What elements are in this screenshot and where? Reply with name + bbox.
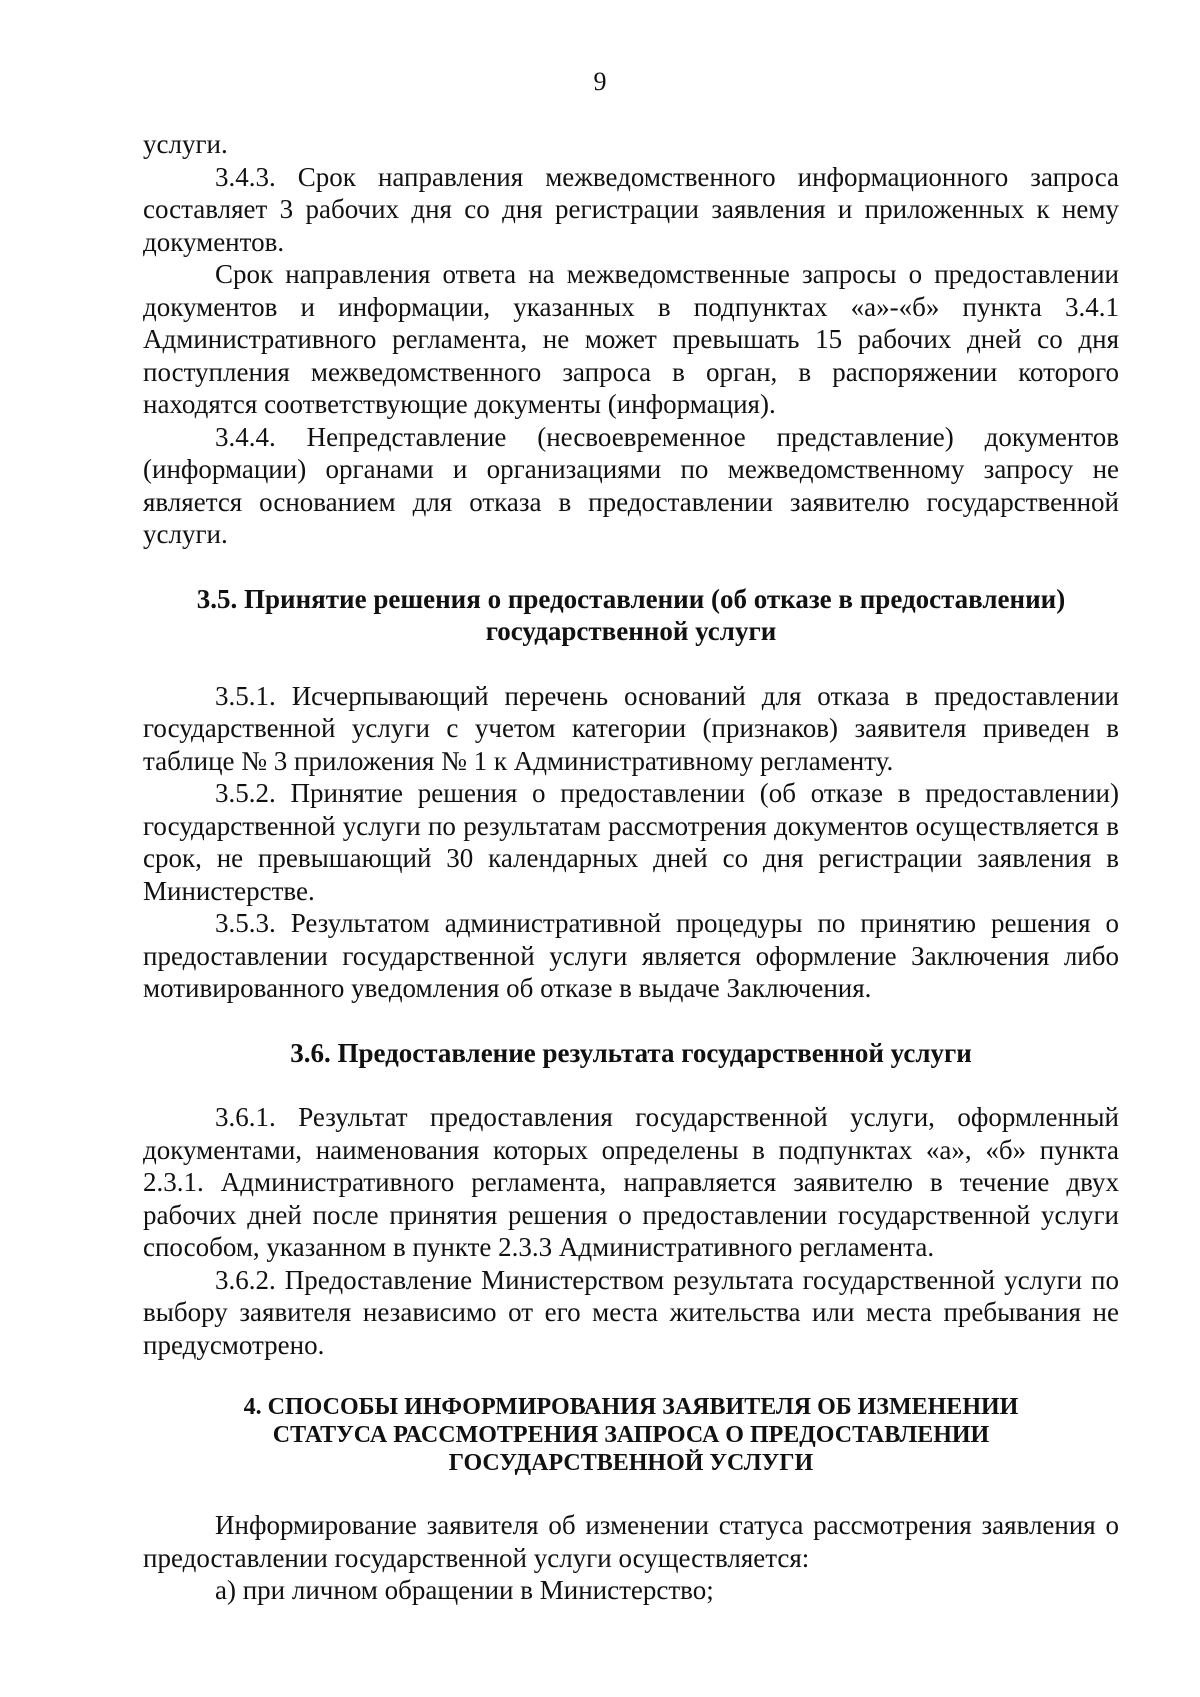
section-heading-4: 4. СПОСОБЫ ИНФОРМИРОВАНИЯ ЗАЯВИТЕЛЯ ОБ ИЗМЕНЕНИИ СТАТУСА РАССМОТРЕНИЯ ЗАПРОСА О ПРЕДОСТАВЛЕНИИ ГОСУДАРСТВЕННОЙ УСЛУГИ [243,1394,1019,1476]
paragraph-informing: Информирование заявителя об изменении статуса рассмотрения заявления о предоставлении государственной услуги осуществляется: [143,1510,1119,1573]
paragraph-3-6-1: 3.6.1. Результат предоставления государственной услуги, оформленный документами, наименования которых определены в подпунктах «а», «б» пункта 2.3.1. Административного регламента, направляется заявителю в течение двух рабочих дней после принятия решения о предоставлении государственной услуги способом, указанном в пункте 2.3.3 Административного регламента. [143,1102,1119,1262]
paragraph-list-item-a: а) при личном обращении в Министерство; [215,1575,714,1605]
section-heading-3-6: 3.6. Предоставление результата государственной услуги [290,1037,972,1068]
document-body [143,128,1119,1607]
paragraph: услуги. [143,129,228,159]
paragraph-3-6-2: 3.6.2. Предоставление Министерством результата государственной услуги по выбору заявителя независимо от его места жительства или места пребывания не предусмотрено. [143,1264,1119,1360]
paragraph-3-5-2: 3.5.2. Принятие решения о предоставлении (об отказе в предоставлении) государственной услуги по результатам рассмотрения документов осуществляется в срок, не превышающий 30 календарных дней со дня регистрации заявления в Министерстве. [143,778,1119,906]
section-heading-3-5: 3.5. Принятие решения о предоставлении (об отказе в предоставлении) государственной услуги [196,583,1066,646]
paragraph-3-4-4: 3.4.4. Непредставление (несвоевременное представление) документов (информации) органами и организациями по межведомственному запросу не является основанием для отказа в предоставлении заявителю государственной услуги. [143,421,1119,549]
paragraph-3-5-1: 3.5.1. Исчерпывающий перечень оснований для отказа в предоставлении государственной услуги с учетом категории (признаков) заявителя приведен в таблице № 3 приложения № 1 к Административному регламенту. [143,680,1119,776]
page-number: 9 [593,67,607,96]
paragraph-3-4-3: 3.4.3. Срок направления межведомственного информационного запроса составляет 3 рабочих дня со дня регистрации заявления и приложенных к нему документов. [143,161,1119,257]
paragraph-3-5-3: 3.5.3. Результатом административной процедуры по принятию решения о предоставлении государственной услуги является оформление Заключения либо мотивированного уведомления об отказе в выдаче Заключения. [143,908,1119,1003]
paragraph-response-deadline: Срок направления ответа на межведомственные запросы о предоставлении документов и информации, указанных в подпунктах «а»-«б» пункта 3.4.1 Административного регламента, не может превышать 15 рабочих дней со дня поступления межведомственного запроса в орган, в распоряжении которого находятся соответствующие документы (информация). [143,259,1119,419]
